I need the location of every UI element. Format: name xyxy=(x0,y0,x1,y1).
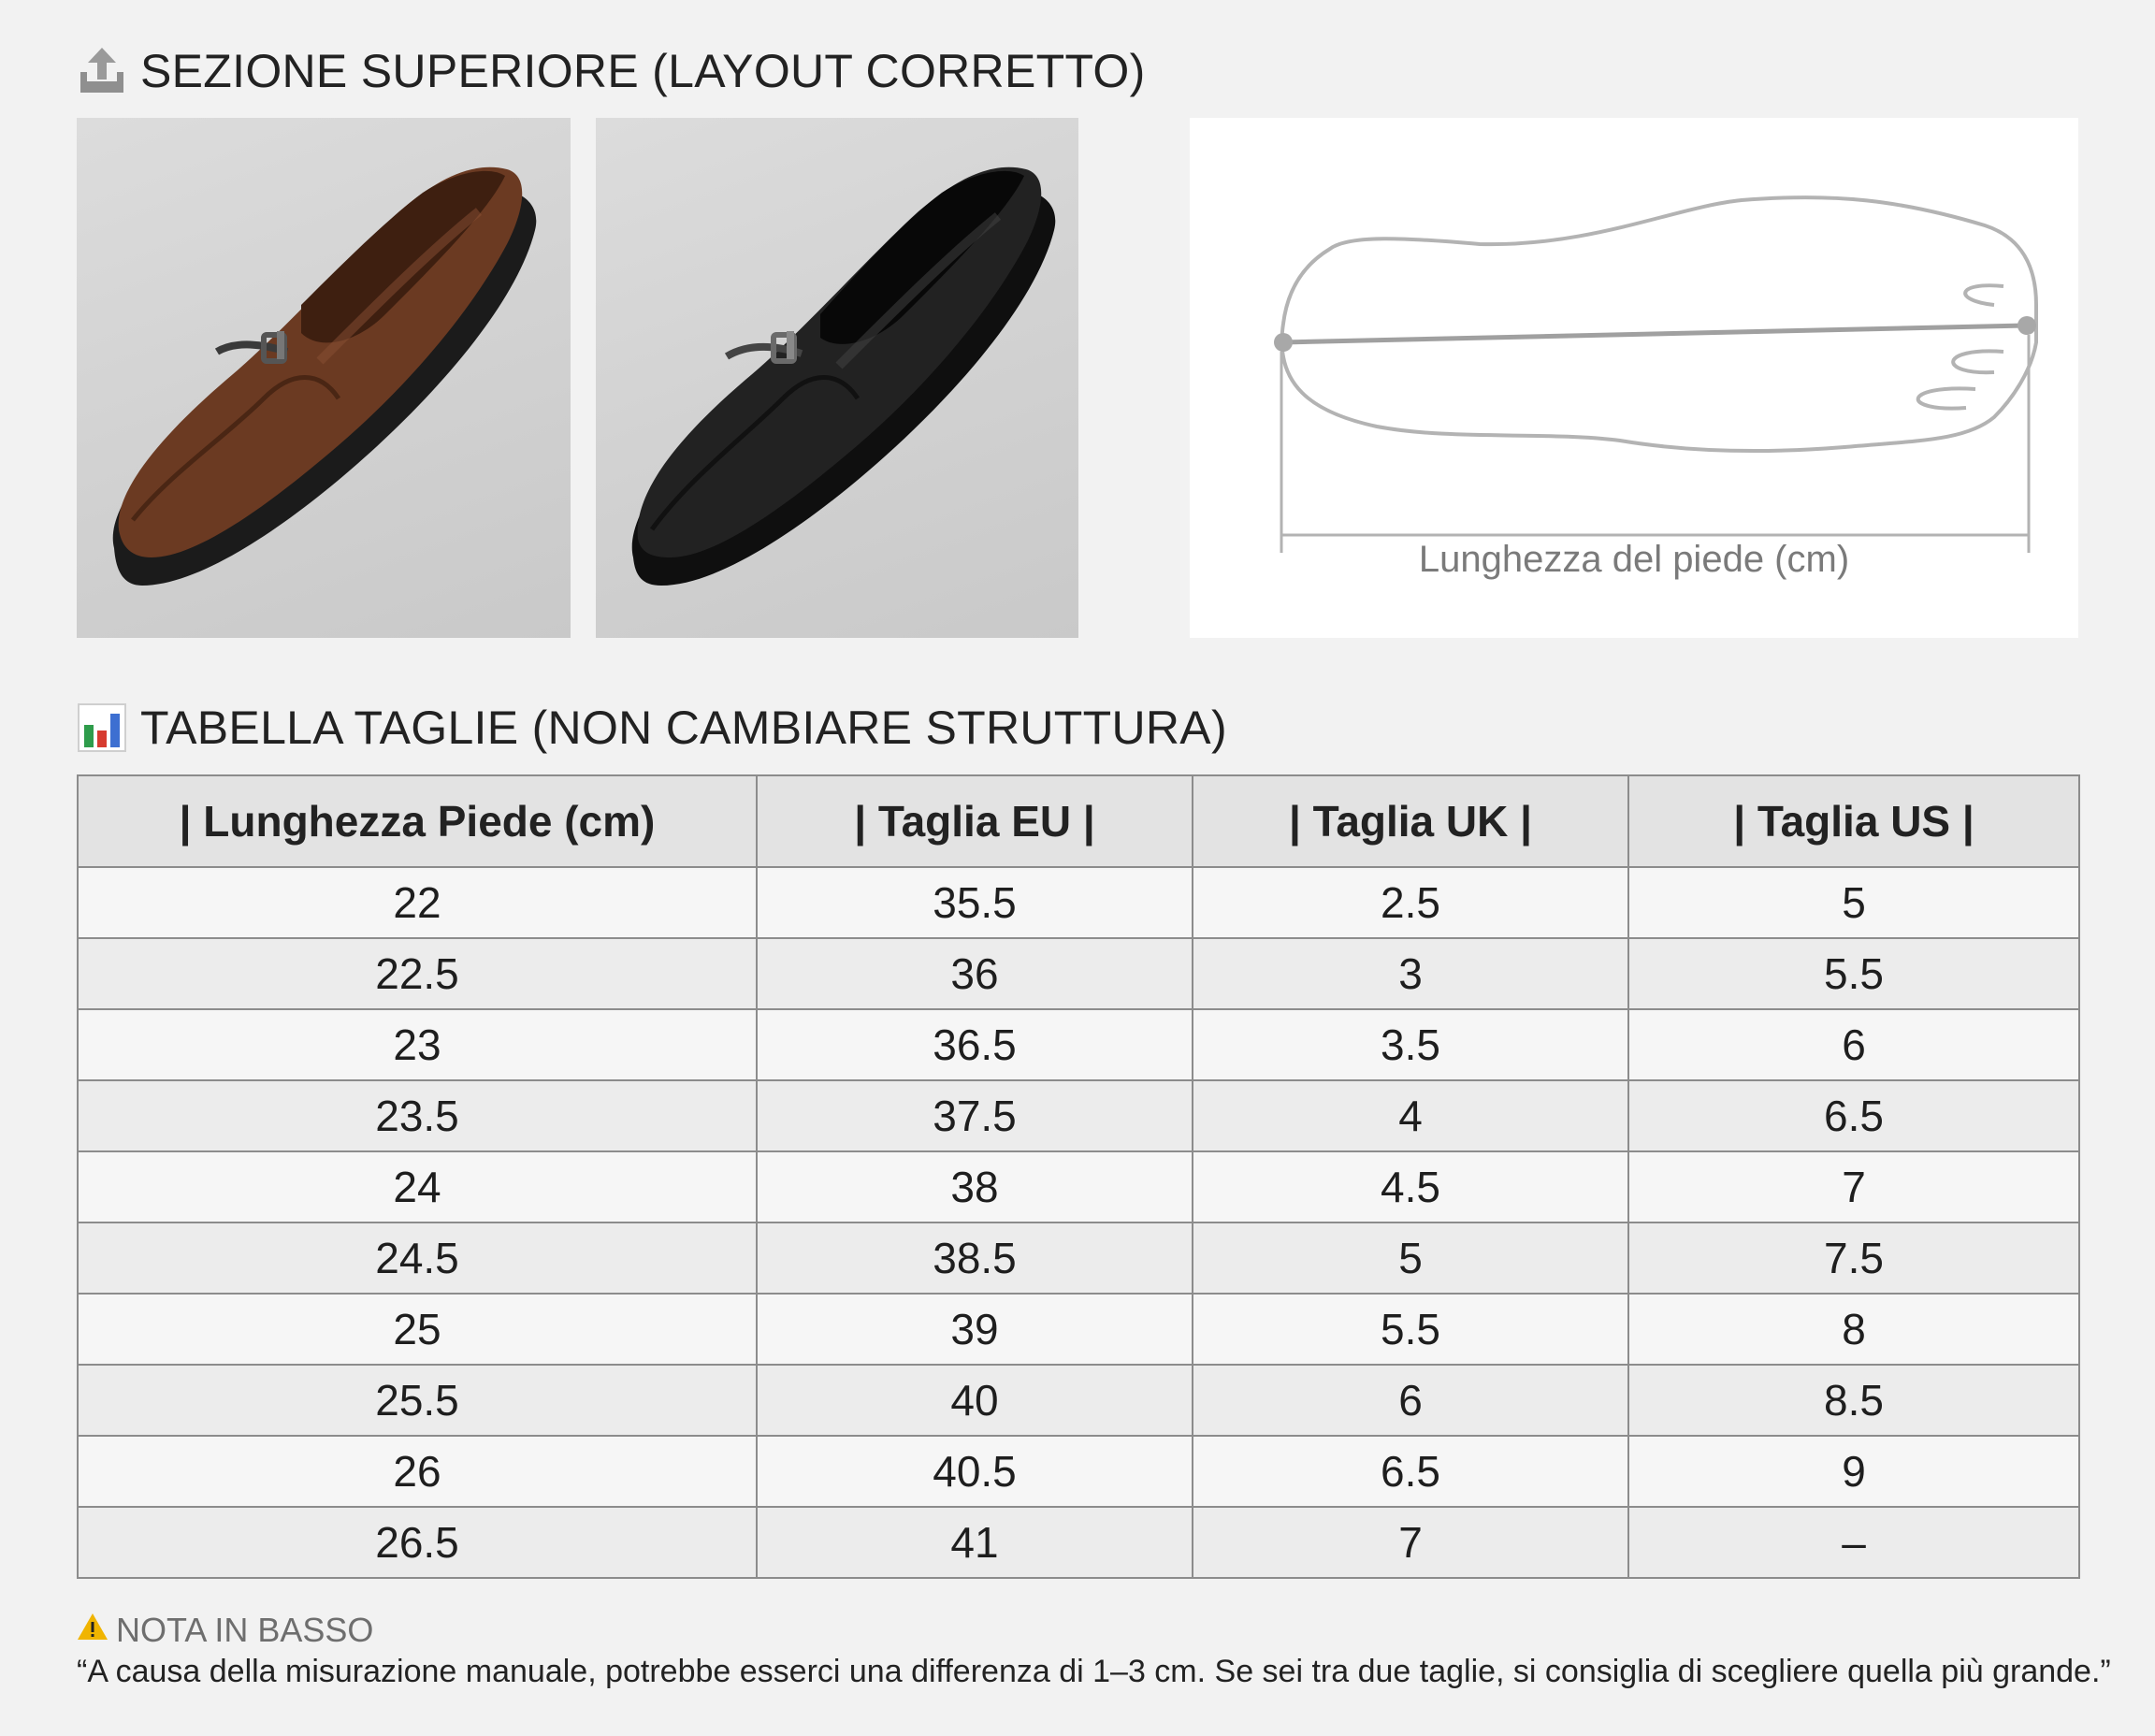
cell-uk-size: 6.5 xyxy=(1193,1436,1628,1507)
table-header-row xyxy=(78,775,2079,867)
cell-us-size: 7 xyxy=(1628,1151,2079,1222)
cell-foot-length: 26 xyxy=(78,1436,757,1507)
chart-icon-bar xyxy=(84,725,94,747)
size-table xyxy=(77,774,2080,1579)
header-eu-size: | Taglia EU | xyxy=(757,775,1193,867)
cell-us-size: 6.5 xyxy=(1628,1080,2079,1151)
cell-us-size: 5 xyxy=(1628,867,2079,938)
foot-length-caption: Lunghezza del piede (cm) xyxy=(1418,539,1850,580)
cell-uk-size: 5.5 xyxy=(1193,1294,1628,1365)
cell-foot-length: 22 xyxy=(78,867,757,938)
table-row xyxy=(78,1080,2079,1151)
warning-icon xyxy=(77,1611,108,1650)
cell-uk-size: 3.5 xyxy=(1193,1009,1628,1080)
cell-eu-size: 37.5 xyxy=(757,1080,1193,1151)
cell-foot-length: 24 xyxy=(78,1151,757,1222)
top-section-title xyxy=(77,41,1146,101)
cell-eu-size: 38.5 xyxy=(757,1222,1193,1294)
table-row xyxy=(78,1294,2079,1365)
chart-icon-bar xyxy=(97,731,107,747)
cell-foot-length: 22.5 xyxy=(78,938,757,1009)
cell-us-size: 8.5 xyxy=(1628,1365,2079,1436)
cell-foot-length: 26.5 xyxy=(78,1507,757,1578)
cell-eu-size: 36 xyxy=(757,938,1193,1009)
cell-uk-size: 4 xyxy=(1193,1080,1628,1151)
table-row xyxy=(78,1009,2079,1080)
cell-us-size: 9 xyxy=(1628,1436,2079,1507)
header-us-size: | Taglia US | xyxy=(1628,775,2079,867)
cell-uk-size: 3 xyxy=(1193,938,1628,1009)
table-section-title xyxy=(77,698,1227,758)
cell-us-size: 8 xyxy=(1628,1294,2079,1365)
table-row xyxy=(78,1151,2079,1222)
bar-chart-icon xyxy=(77,702,127,753)
black-loafer-photo xyxy=(596,118,1078,638)
cell-foot-length: 25 xyxy=(78,1294,757,1365)
cell-us-size: 5.5 xyxy=(1628,938,2079,1009)
note-text: “A causa della misurazione manuale, potrebbe esserci una differenza di 1–3 cm. Se sei tra due taglie, si consiglia di scegliere quella più grande.” xyxy=(77,1654,2111,1689)
cell-uk-size: 6 xyxy=(1193,1365,1628,1436)
header-foot-length: | Lunghezza Piede (cm) xyxy=(78,775,757,867)
table-row xyxy=(78,1436,2079,1507)
cell-eu-size: 41 xyxy=(757,1507,1193,1578)
cell-us-size: 6 xyxy=(1628,1009,2079,1080)
table-section-title-text: TABELLA TAGLIE (NON CAMBIARE STRUTTURA) xyxy=(140,702,1227,754)
cell-foot-length: 23.5 xyxy=(78,1080,757,1151)
top-section-title-text: SEZIONE SUPERIORE (LAYOUT CORRETTO) xyxy=(140,45,1146,97)
cell-uk-size: 7 xyxy=(1193,1507,1628,1578)
upload-icon xyxy=(77,46,127,96)
chart-icon-bar xyxy=(110,714,120,747)
cell-foot-length: 25.5 xyxy=(78,1365,757,1436)
cell-uk-size: 5 xyxy=(1193,1222,1628,1294)
table-row xyxy=(78,1222,2079,1294)
cell-us-size: 7.5 xyxy=(1628,1222,2079,1294)
cell-eu-size: 36.5 xyxy=(757,1009,1193,1080)
brown-loafer-photo xyxy=(77,118,571,638)
cell-eu-size: 35.5 xyxy=(757,867,1193,938)
header-uk-size: | Taglia UK | xyxy=(1193,775,1628,867)
note-header xyxy=(77,1611,373,1650)
foot-length-diagram xyxy=(1190,118,2078,638)
cell-eu-size: 39 xyxy=(757,1294,1193,1365)
table-row xyxy=(78,1507,2079,1578)
cell-eu-size: 40 xyxy=(757,1365,1193,1436)
cell-us-size: – xyxy=(1628,1507,2079,1578)
table-row xyxy=(78,867,2079,938)
cell-eu-size: 40.5 xyxy=(757,1436,1193,1507)
cell-uk-size: 4.5 xyxy=(1193,1151,1628,1222)
table-row xyxy=(78,1365,2079,1436)
note-title: NOTA IN BASSO xyxy=(116,1611,374,1649)
table-row xyxy=(78,938,2079,1009)
cell-foot-length: 23 xyxy=(78,1009,757,1080)
cell-foot-length: 24.5 xyxy=(78,1222,757,1294)
cell-uk-size: 2.5 xyxy=(1193,867,1628,938)
cell-eu-size: 38 xyxy=(757,1151,1193,1222)
